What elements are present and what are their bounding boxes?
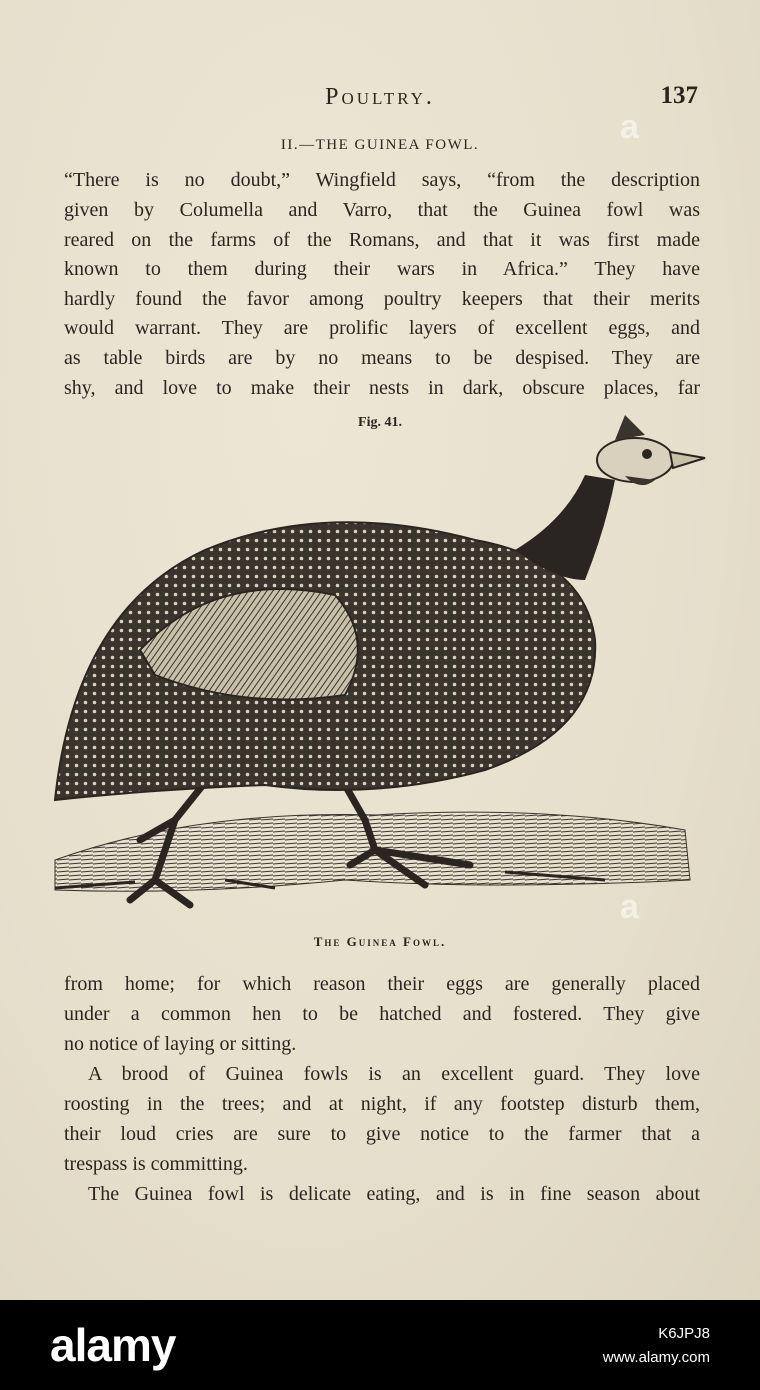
text-line: as table birds are by no means to be despised. They are — [64, 347, 700, 369]
last-paragraph-line: The Guinea fowl is delicate eating, and is in fine season about — [88, 1183, 700, 1205]
text-line: roosting in the trees; and at night, if any footstep disturb them, — [64, 1093, 700, 1115]
page-number: 137 — [660, 82, 698, 109]
text-line: A brood of Guinea fowls is an excellent guard. They love — [88, 1063, 700, 1085]
text-line: given by Columella and Varro, that the Guinea fowl was — [64, 199, 700, 221]
watermark-logo: a — [620, 108, 638, 146]
text-line: “There is no doubt,” Wingfield says, “from the description — [64, 169, 700, 191]
guinea-fowl-illustration — [45, 410, 715, 930]
text-line: their loud cries are sure to give notice to the farmer that a — [64, 1123, 700, 1145]
figure-label: Fig. 41. — [358, 415, 402, 430]
figure-caption: The Guinea Fowl. — [313, 934, 447, 949]
text-line: under a common hen to be hatched and fostered. They give — [64, 1003, 700, 1025]
text-line: from home; for which reason their eggs are generally placed — [64, 973, 700, 995]
section-heading: II.—THE GUINEA FOWL. — [280, 137, 480, 153]
alamy-logo: alamy — [50, 1319, 176, 1371]
text-line: no notice of laying or sitting. — [64, 1033, 297, 1055]
text-line: trespass is committing. — [64, 1153, 248, 1175]
running-header: Poultry. — [325, 84, 435, 110]
text-line: known to them during their wars in Africa.” They have — [64, 258, 700, 280]
watermark-logo: a — [620, 888, 638, 926]
image-id: K6JPJ8 — [658, 1325, 710, 1342]
site-url: www.alamy.com — [602, 1349, 710, 1366]
text-line: shy, and love to make their nests in dark, obscure places, far — [64, 377, 700, 399]
text-line: would warrant. They are prolific layers of excellent eggs, and — [64, 317, 700, 339]
text-line: hardly found the favor among poultry keepers that their merits — [64, 288, 700, 310]
text-line: reared on the farms of the Romans, and that it was first made — [64, 229, 700, 251]
